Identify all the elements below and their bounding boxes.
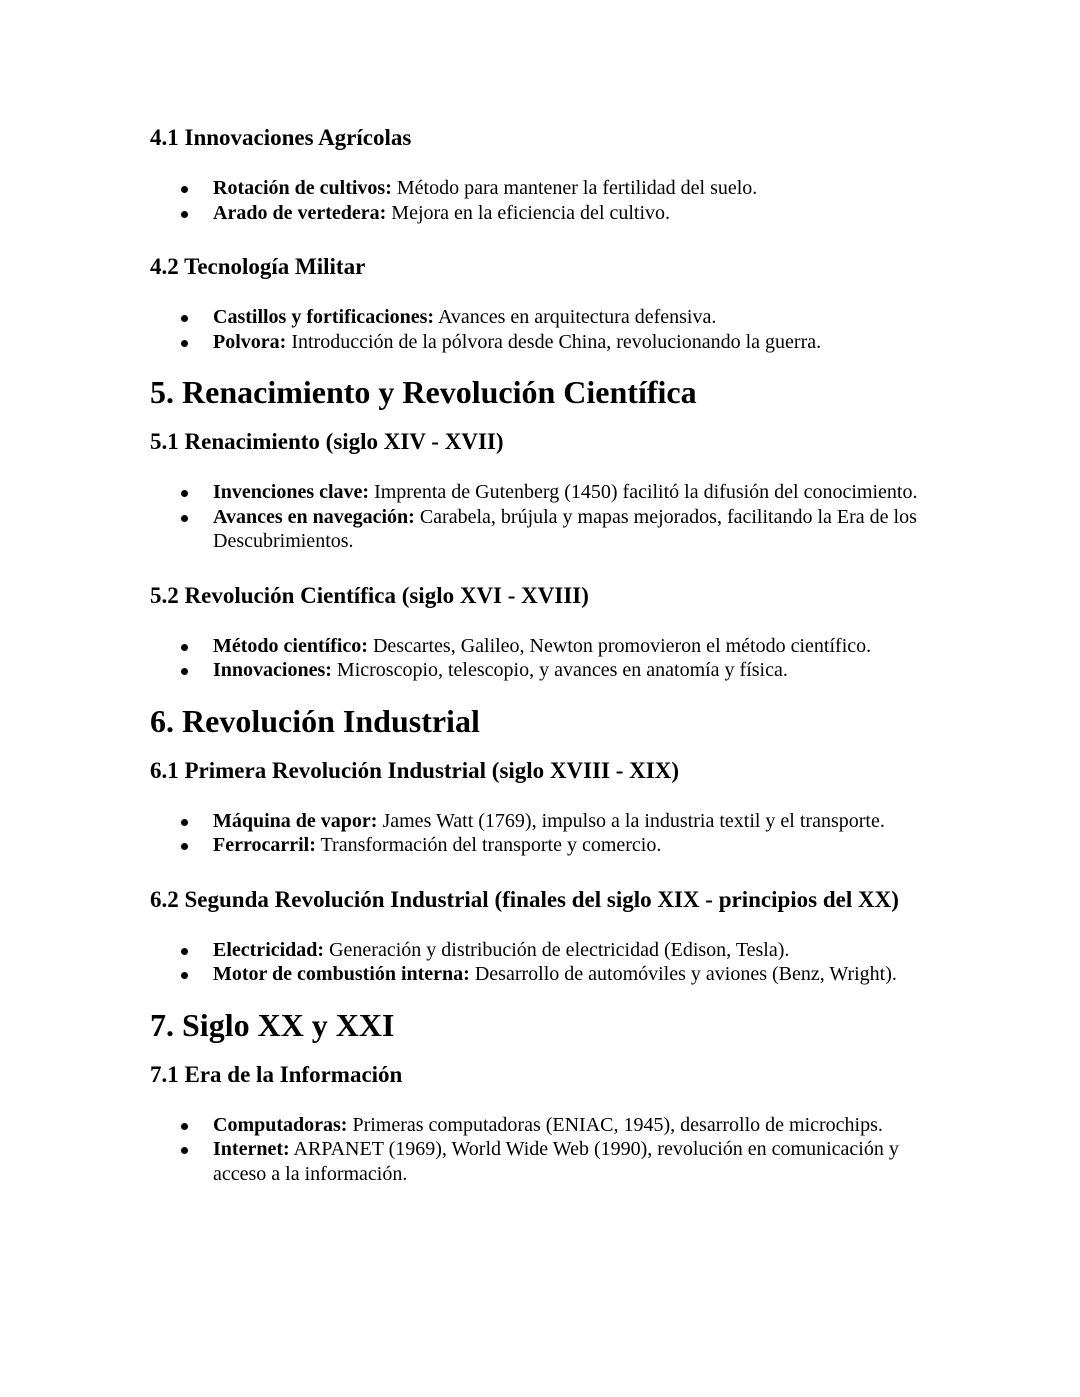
bullet-list [150, 305, 950, 354]
list-item [150, 305, 950, 330]
list-item-term: Avances en navegación: [213, 505, 415, 528]
list-item-description: James Watt (1769), impulso a la industria textil y el transporte. [377, 809, 885, 832]
list-item-term: Computadoras: [213, 1113, 348, 1136]
list-item-description: Carabela, brújula y mapas mejorados, facilitando la Era de los Descubrimientos. [213, 505, 917, 552]
list-item [150, 505, 950, 554]
subsection-heading: 6.2 Segunda Revolución Industrial (finales del siglo XIX - principios del XX) [150, 886, 899, 912]
list-item-description: Desarrollo de automóviles y aviones (Benz, Wright). [469, 963, 897, 985]
list-item-description: Mejora en la eficiencia del cultivo. [386, 201, 671, 224]
list-item-term: Motor de combustión interna: [213, 963, 470, 985]
list-item-term: Arado de vertedera: [213, 201, 387, 224]
bullet-list [150, 176, 950, 225]
list-item-description: Generación y distribución de electricidad (Edison, Tesla). [324, 938, 790, 961]
bullet-dot-icon [181, 340, 188, 347]
list-item-term: Innovaciones: [213, 659, 332, 681]
list-item [150, 962, 950, 987]
subsection-heading: 5.2 Revolución Científica (siglo XVI - XVIII) [150, 582, 589, 608]
list-item [150, 1137, 950, 1186]
list-item [150, 480, 950, 505]
document-page [150, 122, 950, 1186]
bullet-list [150, 634, 950, 683]
list-item-term: Electricidad: [213, 938, 325, 961]
bullet-dot-icon [181, 819, 188, 826]
list-item-term: Polvora: [213, 330, 287, 353]
list-item-term: Ferrocarril: [213, 834, 316, 856]
bullet-dot-icon [181, 668, 188, 675]
list-item-description: ARPANET (1969), World Wide Web (1990), revolución en comunicación y acceso a la información. [213, 1138, 899, 1185]
list-item-description: Descartes, Galileo, Newton promovieron el método científico. [367, 634, 872, 657]
list-item-term: Castillos y fortificaciones: [213, 306, 435, 328]
list-item-description: Método para mantener la fertilidad del suelo. [391, 177, 758, 199]
subsection-heading: 6.1 Primera Revolución Industrial (siglo XVIII - XIX) [150, 757, 679, 783]
list-item-term: Máquina de vapor: [213, 809, 378, 832]
bullet-dot-icon [181, 1123, 188, 1130]
list-item [150, 658, 950, 683]
list-item-description: Imprenta de Gutenberg (1450) facilitó la difusión del conocimiento. [369, 481, 918, 503]
list-item [150, 938, 950, 963]
bullet-list [150, 938, 950, 987]
bullet-dot-icon [181, 1147, 188, 1154]
subsection-heading: 5.1 Renacimiento (siglo XIV - XVII) [150, 429, 504, 454]
list-item [150, 833, 950, 858]
bullet-dot-icon [181, 972, 188, 979]
list-item [150, 809, 950, 834]
list-item-description: Microscopio, telescopio, y avances en anatomía y física. [331, 659, 788, 681]
list-item [150, 634, 950, 659]
subsection-heading: 7.1 Era de la Información [150, 1061, 403, 1087]
bullet-dot-icon [181, 948, 188, 955]
list-item-description: Primeras computadoras (ENIAC, 1945), desarrollo de microchips. [347, 1113, 883, 1136]
bullet-dot-icon [181, 211, 188, 218]
list-item-description: Avances en arquitectura defensiva. [434, 306, 717, 328]
list-item-description: Introducción de la pólvora desde China, revolucionando la guerra. [286, 330, 822, 353]
bullet-list [150, 480, 950, 554]
bullet-dot-icon [181, 644, 188, 651]
subsection-heading: 4.1 Innovaciones Agrícolas [150, 125, 412, 150]
bullet-dot-icon [181, 315, 188, 322]
bullet-list [150, 1113, 950, 1187]
bullet-dot-icon [181, 843, 188, 850]
list-item-term: Método científico: [213, 634, 368, 657]
list-item-term: Invenciones clave: [213, 481, 370, 503]
bullet-dot-icon [181, 515, 188, 522]
section-heading-7: 7. Siglo XX y XXI [150, 1006, 395, 1043]
bullet-list [150, 809, 950, 858]
list-item-description: Transformación del transporte y comercio. [315, 834, 662, 856]
list-item-term: Rotación de cultivos: [213, 177, 392, 199]
section-heading-5: 5. Renacimiento y Revolución Científica [150, 374, 697, 410]
list-item [150, 1113, 950, 1138]
section-heading-6: 6. Revolución Industrial [150, 702, 480, 739]
bullet-dot-icon [181, 186, 188, 193]
list-item [150, 176, 950, 201]
list-item [150, 201, 950, 226]
list-item-term: Internet: [213, 1138, 290, 1160]
list-item [150, 330, 950, 355]
subsection-heading: 4.2 Tecnología Militar [150, 254, 366, 279]
bullet-dot-icon [181, 490, 188, 497]
